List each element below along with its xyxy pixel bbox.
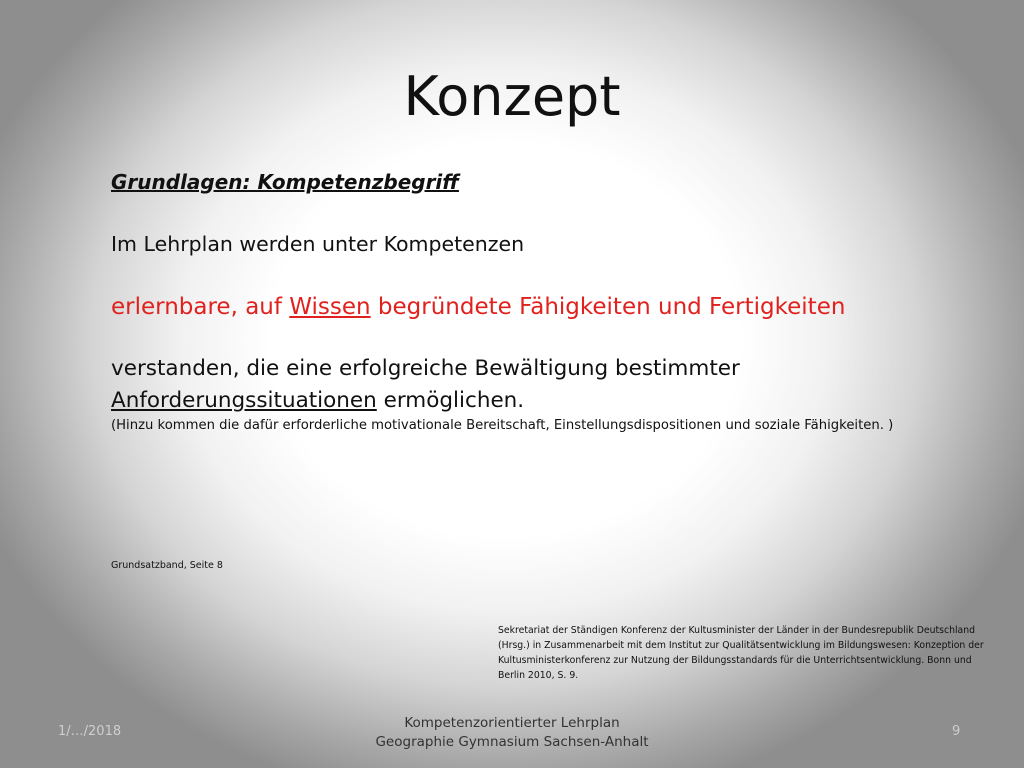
source-reference-left: Grundsatzband, Seite 8	[111, 560, 223, 571]
page-number: 9	[952, 724, 961, 739]
footer-date: 1/…/2018	[58, 724, 122, 739]
footer-title	[0, 714, 1024, 752]
slide-title: Konzept	[403, 65, 621, 128]
highlight-text-before: erlernbare, auf	[111, 294, 290, 320]
source-reference-right: Sekretariat der Ständigen Konferenz der Kultusminister der Länder in der Bundesrepublik Deutschland (Hrsg.) in Zusammenarbeit mit dem Institut zur Qualitätsentwicklung im Bildungswesen: Konzeption der Kultusministerkonferenz zur Nutzung der Bildungsstandards für die Unterrichtsentwicklung. Bonn und Berlin 2010, S. 9.	[498, 625, 984, 681]
verstanden-line-1: verstanden, die eine erfolgreiche Bewältigung bestimmter	[111, 356, 740, 381]
footer-title-line-2: Geographie Gymnasium Sachsen-Anhalt	[375, 734, 649, 750]
addendum-note: (Hinzu kommen die dafür erforderliche motivationale Bereitschaft, Einstellungsdispositionen und soziale Fähigkeiten. )	[111, 418, 894, 433]
verstanden-line-2	[111, 388, 524, 413]
highlight-text-after: begründete Fähigkeiten und Fertigkeiten	[370, 294, 846, 320]
footer-title-line-1: Kompetenzorientierter Lehrplan	[404, 715, 620, 731]
highlight-definition	[111, 294, 845, 320]
intro-text: Im Lehrplan werden unter Kompetenzen	[111, 232, 525, 256]
section-heading: Grundlagen: Kompetenzbegriff	[111, 170, 459, 194]
verstanden-line-2-rest: ermöglichen.	[376, 388, 525, 413]
underlined-term: Anforderungssituationen	[111, 388, 377, 413]
highlight-underlined-word: Wissen	[289, 294, 371, 320]
